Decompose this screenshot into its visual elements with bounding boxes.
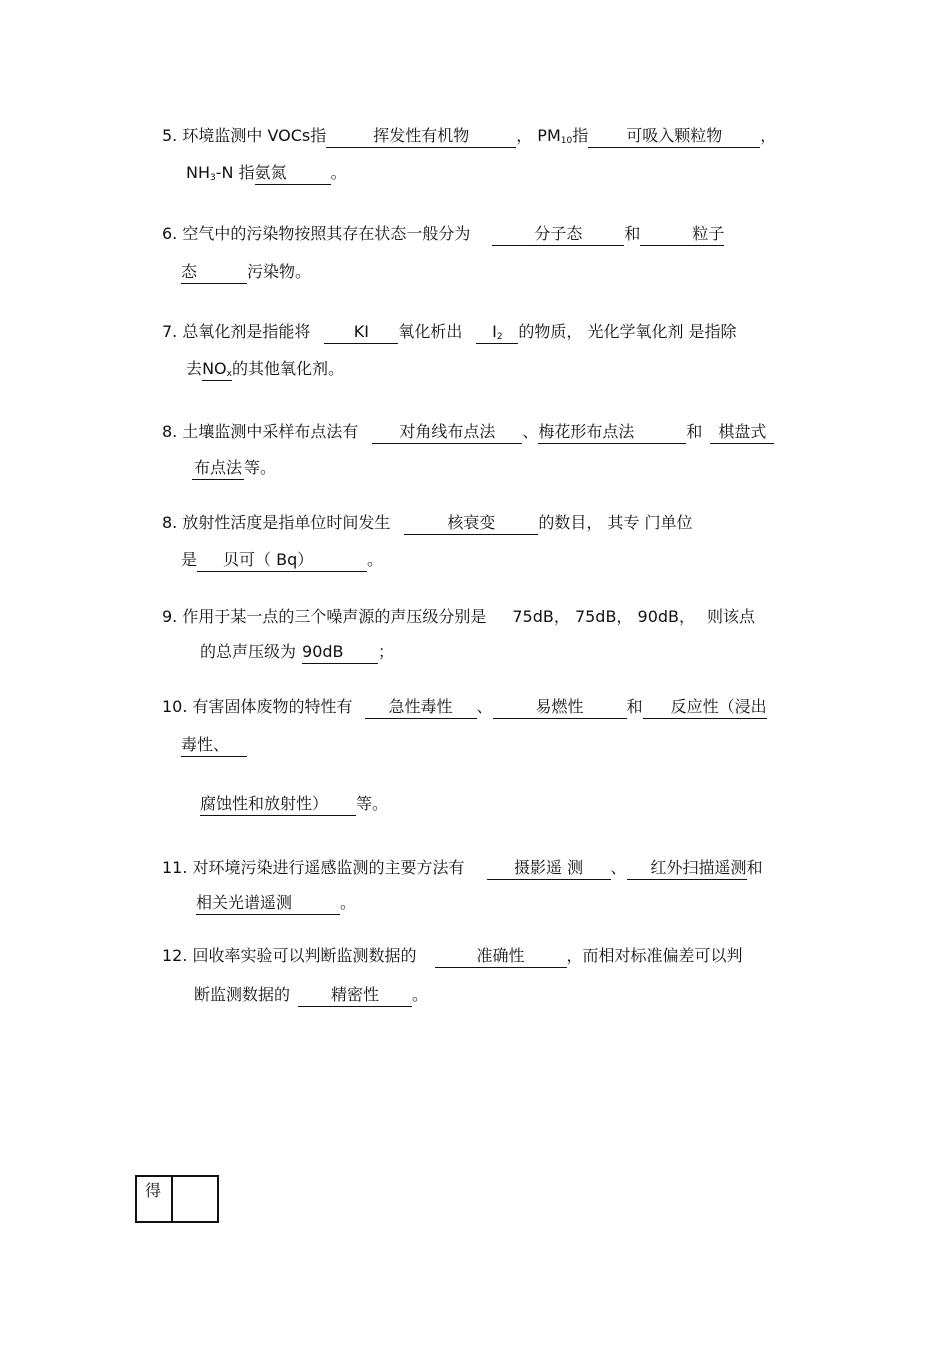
q6-text: 污染物。 [247,262,312,281]
q9-text: 的总声压级为 [200,642,297,661]
q8a-line1 [162,420,774,444]
q6-answer-2b: 态 [181,261,247,284]
q8a-text: 8. 土壤监测中采样布点法有 [162,422,359,441]
q9-text: 则该点 [707,607,756,626]
q11-text: 和 [746,858,763,877]
q10-text: 和 [626,697,643,716]
q7-text: 氧化析出 [398,322,463,341]
q11-text: 。 [340,893,357,912]
q6-answer-1: 分子态 [492,223,624,246]
q7-answer-2: $I_2$ [476,321,518,344]
q8b-answer-2: 贝可（ Bq） [197,549,367,572]
q8a-text: 和 [686,422,703,441]
q10-answer-3b: 毒性、 [181,734,247,757]
q11-answer-1: 摄影遥 测 [487,857,611,880]
q7-text: 去 [186,359,203,378]
q10-answer-2: 易燃性 [493,696,627,719]
q8b-line2 [181,548,383,572]
score-label: 得 [145,1181,162,1200]
q6-line2 [181,260,311,284]
q10-line1 [162,695,767,719]
q6-line1 [162,222,724,246]
q5-text: ， PM [516,126,561,145]
q7-text: 7. 总氧化剂是指能将 [162,322,311,341]
q12-answer-2: 精密性 [298,984,412,1007]
q9-line2 [200,640,394,664]
q5-text: 指 [572,126,589,145]
q9-text: 9. 作用于某一点的三个噪声源的声压级分别是 [162,607,487,626]
q8b-text: 是 [181,550,198,569]
q12-text: 12. 回收率实验可以判断监测数据的 [162,946,417,965]
q10-answer-1: 急性毒性 [365,696,477,719]
q7-answer-1: KI [324,321,398,344]
q5-text: -N 指 [215,163,255,182]
q8b-text: 。 [367,550,384,569]
q12-text: 。 [412,985,429,1004]
q12-text: 断监测数据的 [194,985,291,1004]
q5-answer-pm: 可吸入颗粒物 [588,125,760,148]
q8b-text: 的数目， 其专 门单位 [538,513,693,532]
q5-text: 5. 环境监测中 VOCs指 [162,126,327,145]
q10-text: 、 [476,697,493,716]
score-box [135,1175,219,1223]
q12-line1 [162,944,743,968]
q10-answer-3c: 腐蚀性和放射性） [200,793,356,816]
q5-text: ， [760,126,777,145]
q7-text: 的其他氧化剂。 [232,359,345,378]
q6-text: 和 [624,224,641,243]
q8a-text: 、 [522,422,539,441]
q7-answer-3: $NO_x$ [202,359,232,379]
q5-pm-subscript: 10 [560,136,573,146]
q8a-text: 等。 [244,458,277,477]
q5-answer-voc: 挥发性有机物 [326,125,516,148]
q8b-answer-1: 核衰变 [404,512,538,535]
q9-answer-1: 90dB [302,641,378,664]
q9-text: ； [378,642,395,661]
q9-values: 75dB， 75dB， 90dB， [512,607,696,626]
q11-line2 [196,891,356,915]
q10-line3 [200,792,388,816]
q11-text: 、 [610,858,627,877]
q11-answer-3: 相关光谱遥测 [196,892,340,915]
q5-nh-subscript: 3 [210,173,216,183]
q6-answer-2a: 粒子 [640,223,724,246]
q8b-text: 8. 放射性活度是指单位时间发生 [162,513,391,532]
q9-line1 [162,605,755,629]
q11-answer-2: 红外扫描遥测 [627,857,747,880]
q10-text: 10. 有害固体废物的特性有 [162,697,353,716]
q11-line1 [162,856,763,880]
q5-text: 。 [330,163,347,182]
q12-text: ，而相对标准偏差可以判 [566,946,743,965]
q5-line1 [162,124,776,148]
q5-line2 [186,161,347,185]
q12-answer-1: 准确性 [435,945,567,968]
q12-line2 [194,983,428,1007]
q7-text: 的物质， 光化学氧化剂 是指除 [518,322,737,341]
q11-text: 11. 对环境污染进行遥感监测的主要方法有 [162,858,465,877]
q8a-line2 [192,456,276,480]
q10-answer-3a: 反应性（浸出 [643,696,767,719]
q8a-answer-1: 对角线布点法 [372,421,522,444]
q10-text: 等。 [356,794,389,813]
q8a-answer-3a: 棋盘式 [710,421,774,444]
q5-answer-nh: 氨氮 [255,162,331,185]
q7-line2 [186,357,344,381]
score-box-divider [171,1177,173,1221]
q8a-answer-3b: 布点法 [192,457,244,480]
q10-line2 [181,733,247,757]
q8b-line1 [162,511,693,535]
q5-text: NH [186,163,210,182]
q6-text: 6. 空气中的污染物按照其存在状态一般分为 [162,224,471,243]
q7-line1 [162,320,737,344]
q8a-answer-2: 梅花形布点法 [538,421,686,444]
